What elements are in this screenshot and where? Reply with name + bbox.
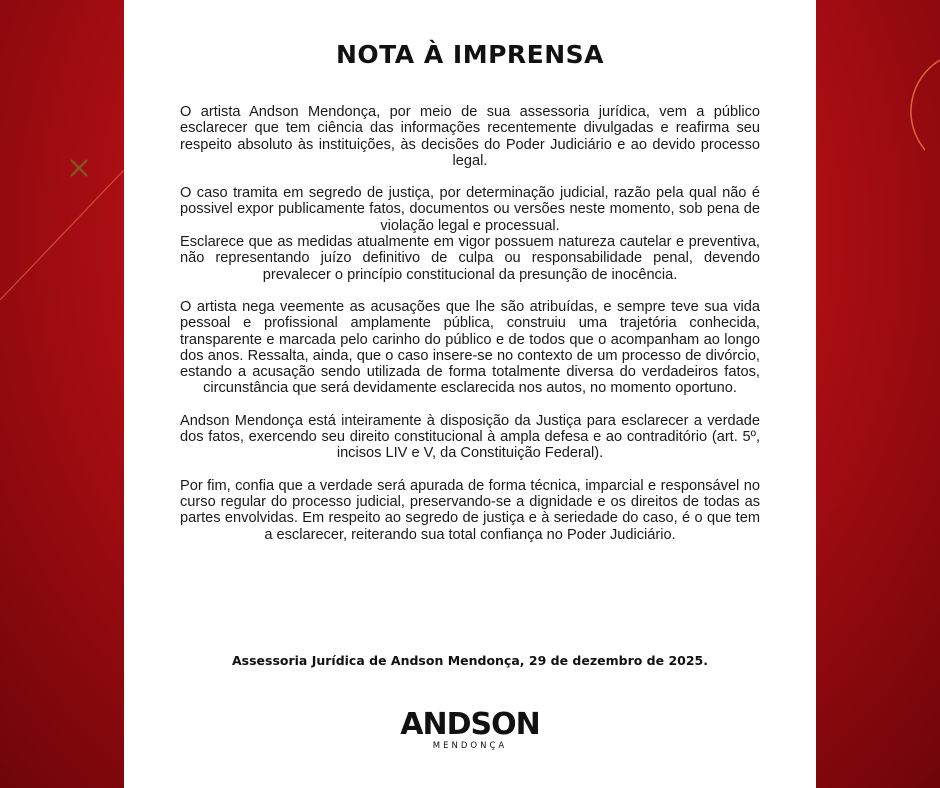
paragraph-2: O caso tramita em segredo de justiça, por determinação judicial, razão pela qual não é possivel expor publicamente fatos, documentos ou versões neste momento, sob pena de violação legal e processual. — [180, 185, 760, 234]
paragraph-5: Andson Mendonça está inteiramente à disposição da Justiça para esclarecer a verdade dos fatos, exercendo seu direito constitucional à ampla defesa e ao contraditório (art. 5º, incisos LIV e V, da Constituição Federal). — [180, 412, 760, 462]
paragraph-1: O artista Andson Mendonça, por meio de sua assessoria jurídica, vem a público esclarecer que tem ciência das informações recentemente divulgadas e reafirma seu respeito absoluto às instituições, às decisões do Poder Judiciário e ao devido processo legal. — [180, 104, 760, 169]
arc-right — [911, 60, 940, 150]
logo-main-text: ANDSON — [400, 707, 540, 742]
document-title: NOTA À IMPRENSA — [336, 40, 604, 69]
press-note-document — [124, 0, 816, 788]
logo-sub-text: MENDONÇA — [432, 741, 508, 751]
paragraph-3: Esclarece que as medidas atualmente em vigor possuem natureza cautelar e preventiva, não representando juízo definitivo de culpa ou responsabilidade penal, devendo prevalecer o princípio constitucional da presunção de inocência. — [180, 234, 760, 283]
document-body — [180, 104, 760, 559]
paragraph-6: Por fim, confia que a verdade será apurada de forma técnica, imparcial e responsável no curso regular do processo judicial, preservando-se a dignidade e os direitos de todas as partes envolvidas. Em respeito ao segredo de justiça e à seriedade do caso, é o que tem a esclarecer, reiterando sua total confiança no Poder Judiciário. — [180, 477, 760, 543]
andson-logo — [124, 708, 816, 751]
paragraph-4: O artista nega veemente as acusações que lhe são atribuídas, e sempre teve sua vida pessoal e profissional amplamente pública, construiu uma trajetória conhecida, transparente e marcada pelo carinho do público e de todos que o acompanham ao longo dos anos. Ressalta, ainda, que o caso insere-se no contexto de um processo de divórcio, estando a acusação sendo utilizada de forma totalmente diversa do verdadeiros fatos, circunstância que será devidamente esclarecida nos autos, no momento oportuno. — [180, 298, 760, 397]
x-mark-icon — [71, 160, 87, 176]
diagonal-line-left — [0, 170, 124, 300]
signature-line: Assessoria Jurídica de Andson Mendonça, 29 de dezembro de 2025. — [231, 653, 709, 668]
